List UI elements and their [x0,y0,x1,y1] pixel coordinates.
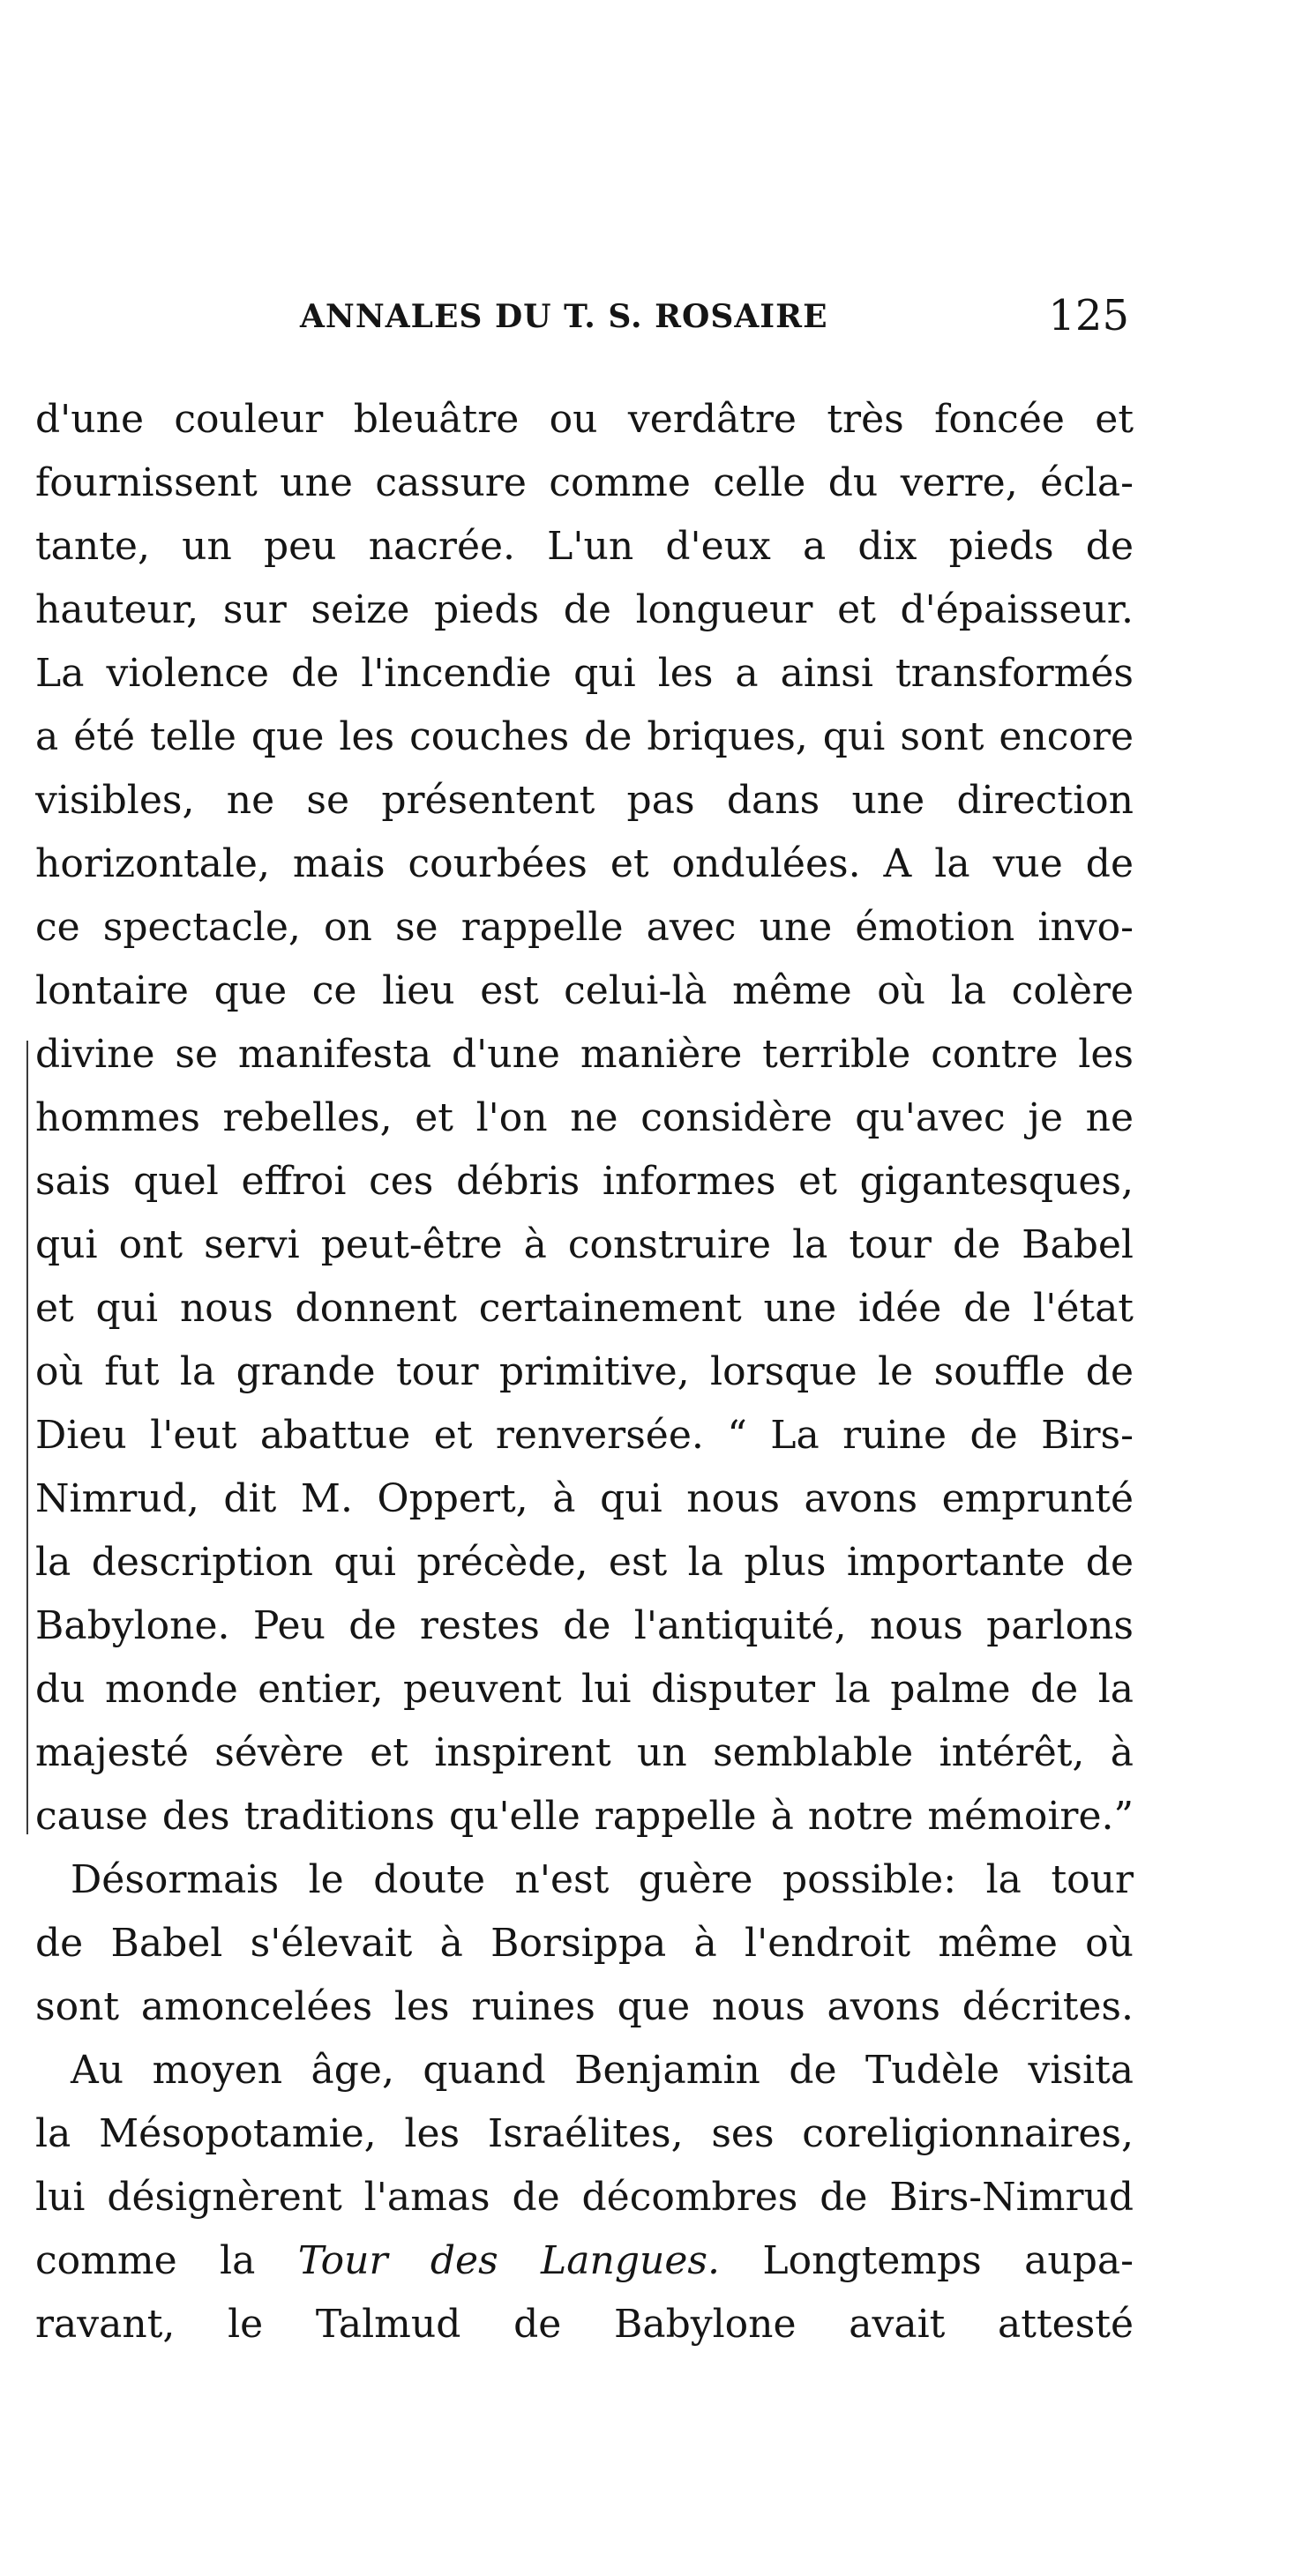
margin-rule [26,1041,28,1834]
page-header [35,291,1129,344]
text-line: où fut la grande tour primitive, lorsque le souffle de [35,1349,1134,1394]
text-line: a été telle que les couches de briques, qui sont encore [35,714,1134,759]
text-line: d'une couleur bleuâtre ou verdâtre très foncée et [35,397,1134,442]
text-line: du monde entier, peuvent lui disputer la palme de la [35,1667,1134,1712]
text-line: qui ont servi peut-être à construire la tour de Babel [35,1222,1134,1267]
text-line: La violence de l'incendie qui les a ainsi transformés [35,651,1134,696]
text-line: cause des traditions qu'elle rappelle à notre mémoire.” [35,1794,1134,1839]
text-line: hommes rebelles, et l'on ne considère qu'avec je ne [35,1095,1134,1140]
text-line: fournissent une cassure comme celle du verre, écla- [35,460,1134,505]
text-line: sais quel effroi ces débris informes et gigantesques, [35,1159,1134,1204]
body-text [35,388,1134,2356]
text-line: Dieu l'eut abattue et renversée. “ La ruine de Birs- [35,1413,1134,1458]
text-line: lontaire que ce lieu est celui-là même où la colère [35,968,1134,1013]
text-line: visibles, ne se présentent pas dans une direction [35,778,1134,823]
italic-title: Tour des Langues. [297,2238,720,2283]
text-line: Désormais le doute n'est guère possible: la tour [71,1857,1134,1902]
text-line: Au moyen âge, quand Benjamin de Tudèle visita [71,2048,1134,2093]
text-line: sont amoncelées les ruines que nous avons décrites. [35,1984,1134,2029]
text-line: la description qui précède, est la plus importante de [35,1540,1134,1585]
text-line: la Mésopotamie, les Israélites, ses coreligionnaires, [35,2111,1134,2156]
page-number: 125 [1048,291,1129,340]
text-line: hauteur, sur seize pieds de longueur et d'épaisseur. [35,587,1134,632]
text-run: Longtemps aupa- [719,2238,1134,2283]
text-line: lui désignèrent l'amas de décombres de Birs-Nimrud [35,2175,1134,2220]
text-line: divine se manifesta d'une manière terrible contre les [35,1032,1134,1077]
text-line: ce spectacle, on se rappelle avec une émotion invo- [35,905,1134,950]
text-line: et qui nous donnent certainement une idée de l'état [35,1286,1134,1331]
text-line: ravant, le Talmud de Babylone avait attesté [35,2302,1134,2347]
text-line: Nimrud, dit M. Oppert, à qui nous avons emprunté [35,1476,1134,1521]
text-line [35,2229,1134,2293]
text-line: tante, un peu nacrée. L'un d'eux a dix pieds de [35,524,1134,569]
text-line: Babylone. Peu de restes de l'antiquité, nous parlons [35,1603,1134,1648]
text-line: de Babel s'élevait à Borsippa à l'endroit même où [35,1921,1134,1966]
text-line: majesté sévère et inspirent un semblable intérêt, à [35,1730,1134,1775]
running-head: ANNALES DU T. S. ROSAIRE [300,298,828,335]
text-line: horizontale, mais courbées et ondulées. A la vue de [35,841,1134,886]
text-run: comme la [35,2238,298,2283]
